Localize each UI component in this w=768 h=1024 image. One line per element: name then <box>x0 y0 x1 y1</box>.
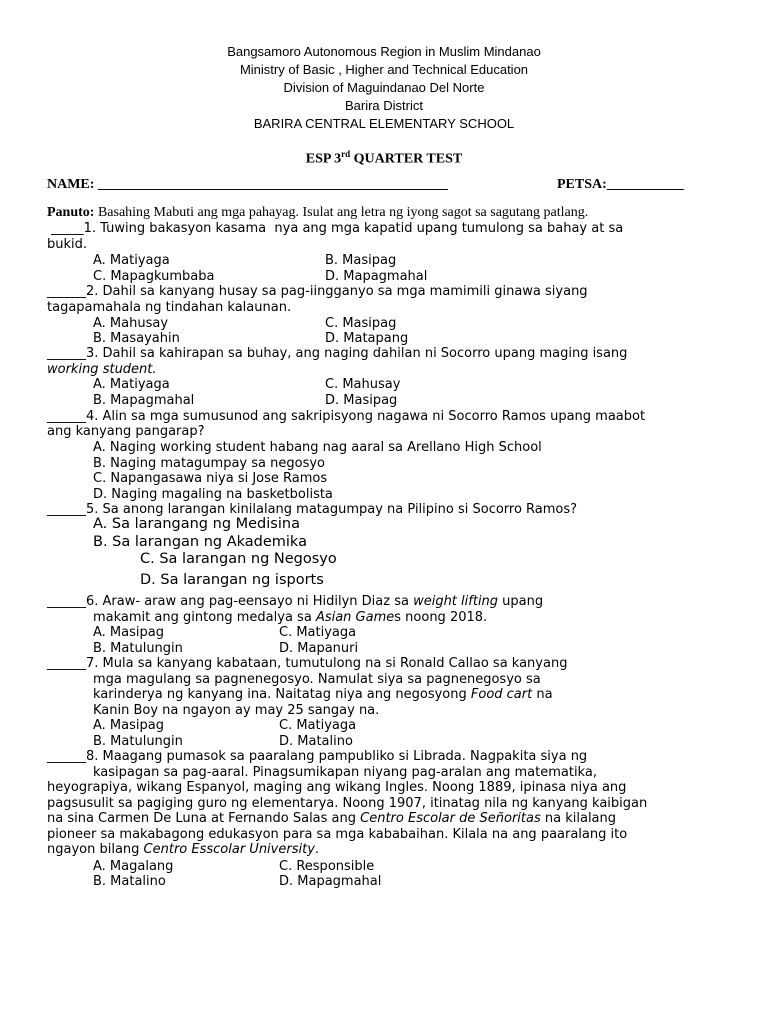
instructions: Panuto: Basahing Mabuti ang mga pahayag. Isulat ang letra ng iyong sagot sa sagutang patlang. <box>47 205 589 220</box>
question-3-line-2: working student. <box>47 362 157 377</box>
question-6-choice-b: B. Matulungin <box>93 641 183 656</box>
header-region: Bangsamoro Autonomous Region in Muslim Mindanao <box>227 44 541 59</box>
question-8-choice-a: A. Magalang <box>93 859 174 874</box>
question-7-choice-d: D. Matalino <box>279 734 353 749</box>
question-7-line-4: Kanin Boy na ngayon ay may 25 sangay na. <box>93 703 380 718</box>
header-ministry: Ministry of Basic , Higher and Technical Education <box>239 62 529 77</box>
question-2-choice-d: D. Matapang <box>325 331 409 346</box>
name-field[interactable]: NAME: __________________________________________________ <box>47 177 448 192</box>
question-3-choice-c: C. Mahusay <box>325 377 401 392</box>
header-school: BARIRA CENTRAL ELEMENTARY SCHOOL <box>253 116 515 131</box>
question-2-choice-a: A. Mahusay <box>93 316 169 331</box>
page-title: ESP 3rd QUARTER TEST <box>305 149 463 167</box>
question-1-choice-b: B. Masipag <box>325 253 397 268</box>
question-7-choice-a: A. Masipag <box>93 718 164 733</box>
question-6-choice-d: D. Mapanuri <box>279 641 359 656</box>
question-2-choice-b: B. Masayahin <box>93 331 180 346</box>
header-district: Barira District <box>344 98 423 113</box>
question-8-line-2: kasipagan sa pag-aaral. Pinagsumikapan niyang pag-aralan ang matematika, <box>93 765 597 780</box>
question-4-line-1: ______4. Alin sa mga sumusunod ang sakripisyong nagawa ni Socorro Ramos upang maabot <box>47 409 646 424</box>
question-3-line-1: ______3. Dahil sa kahirapan sa buhay, ang naging dahilan ni Socorro upang maging isang <box>47 346 628 361</box>
question-8-line-1: ______8. Maagang pumasok sa paaralang pampubliko si Librada. Nagpakita siya ng <box>47 749 588 764</box>
question-4-choice-c: C. Napangasawa niya si Jose Ramos <box>93 471 328 486</box>
question-6-line-1: ______6. Araw- araw ang pag-eensayo ni Hidilyn Diaz sa weight lifting upang <box>47 594 544 609</box>
question-8-choice-c: C. Responsible <box>279 859 375 874</box>
question-1-line-1: _____1. Tuwing bakasyon kasama nya ang mga kapatid upang tumulong sa bahay at sa <box>47 221 624 236</box>
question-6-line-2: makamit ang gintong medalya sa Asian Games noong 2018. <box>93 610 488 625</box>
petsa-field[interactable]: PETSA:___________ <box>557 177 684 192</box>
question-8-line-7: ngayon bilang Centro Esscolar University. <box>47 842 320 857</box>
question-8-choice-b: B. Matalino <box>93 874 166 889</box>
question-7-choice-b: B. Matulungin <box>93 734 183 749</box>
question-3-choice-d: D. Masipag <box>325 393 398 408</box>
question-8-line-4: pagsusulit sa pagiging guro ng elementarya. Noong 1907, itinatag nila ng kanyang kaibigan <box>47 796 648 811</box>
header-division: Division of Maguindanao Del Norte <box>283 80 485 95</box>
question-5-choice-c: C. Sa larangan ng Negosyo <box>140 551 337 567</box>
question-8-choice-d: D. Mapagmahal <box>279 874 382 889</box>
question-8-line-3: heyograpiya, wikang Espanyol, maging ang wikang Ingles. Noong 1889, ipinasa niya ang <box>47 780 627 795</box>
question-7-line-2: mga magulang sa pagnenegosyo. Namulat siya sa pagnenegosyo sa <box>93 672 541 687</box>
question-2-line-1: ______2. Dahil sa kanyang husay sa pag-iingganyo sa mga mamimili ginawa siyang <box>47 284 588 299</box>
question-5-line-1: ______5. Sa anong larangan kinilalang matagumpay na Pilipino si Socorro Ramos? <box>47 502 578 517</box>
question-4-choice-b: B. Naging matagumpay sa negosyo <box>93 456 325 471</box>
question-1-choice-c: C. Mapagkumbaba <box>93 269 215 284</box>
question-4-choice-d: D. Naging magaling na basketbolista <box>93 487 333 502</box>
question-5-choice-a: A. Sa larangang ng Medisina <box>93 516 300 532</box>
question-6-choice-c: C. Matiyaga <box>279 625 357 640</box>
question-5-choice-d: D. Sa larangan ng isports <box>140 572 324 588</box>
question-3-choice-a: A. Matiyaga <box>93 377 170 392</box>
question-6-choice-a: A. Masipag <box>93 625 164 640</box>
question-1-choice-a: A. Matiyaga <box>93 253 170 268</box>
question-1-line-2: bukid. <box>47 237 88 252</box>
question-5-choice-b: B. Sa larangan ng Akademika <box>93 534 307 550</box>
question-8-line-5: na sina Carmen De Luna at Fernando Salas ang Centro Escolar de Señoritas na kilalang <box>47 811 617 826</box>
question-3-choice-b: B. Mapagmahal <box>93 393 195 408</box>
question-2-line-2: tagapamahala ng tindahan kalaunan. <box>47 300 292 315</box>
question-7-line-3: karinderya ng kanyang ina. Naitatag niya ang negosyong Food cart na <box>93 687 553 702</box>
question-1-choice-d: D. Mapagmahal <box>325 269 428 284</box>
question-7-choice-c: C. Matiyaga <box>279 718 357 733</box>
question-4-line-2: ang kanyang pangarap? <box>47 424 205 439</box>
question-8-line-6: pioneer sa makabagong edukasyon para sa mga kababaihan. Kilala na ang paaralang ito <box>47 827 628 842</box>
question-7-line-1: ______7. Mula sa kanyang kabataan, tumutulong na si Ronald Callao sa kanyang <box>47 656 568 671</box>
question-4-choice-a: A. Naging working student habang nag aaral sa Arellano High School <box>93 440 542 455</box>
question-2-choice-c: C. Masipag <box>325 316 397 331</box>
